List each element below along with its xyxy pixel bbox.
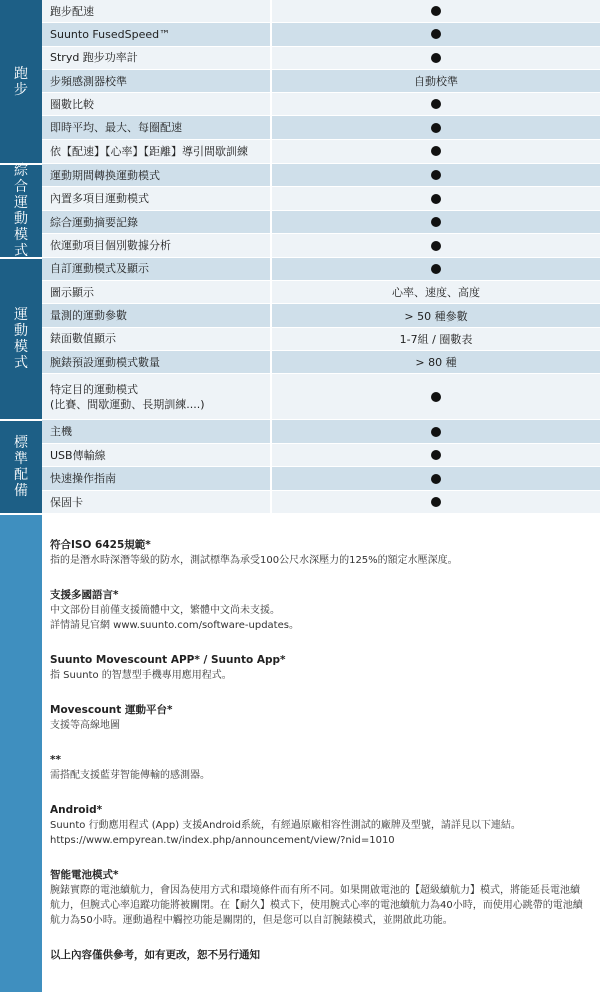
check-dot-icon	[431, 474, 441, 484]
row-value	[270, 164, 600, 187]
note-text: 腕錶實際的電池續航力，會因為使用方式和環境條件而有所不同。如果開啟電池的【超級續航力】模式，將能延長電池續航力，但腕式心率追蹤功能將被關閉。在【耐久】模式下，使用腕式心率的電池續航力為40小時，而使用心跳帶的電池續航力為50小時。運動過程中觸控功能是關閉的，但是您可以自訂腕錶模式，並開啟此功能。	[50, 885, 583, 926]
check-dot-icon	[431, 194, 441, 204]
table-row	[42, 140, 600, 164]
note-title: Movescount 運動平台*	[50, 704, 173, 716]
note-languages	[50, 588, 588, 633]
table-row	[42, 258, 600, 281]
table-row	[42, 23, 600, 46]
table-row	[42, 328, 600, 351]
row-value	[270, 258, 600, 280]
check-dot-icon	[431, 217, 441, 227]
row-label: 自訂運動模式及顯示	[42, 258, 270, 280]
row-label: 主機	[42, 420, 270, 443]
category-multisport: 綜合運動模式	[0, 165, 42, 257]
row-label: 運動期間轉換運動模式	[42, 164, 270, 187]
row-value: > 80 種	[270, 351, 600, 373]
row-label: 內置多項目運動模式	[42, 187, 270, 210]
row-value: 1-7組 / 圈數表	[270, 328, 600, 350]
row-label: 依運動項目個別數據分析	[42, 234, 270, 257]
row-label: USB傳輸線	[42, 444, 270, 467]
check-dot-icon	[431, 29, 441, 39]
row-label: 腕錶預設運動模式數量	[42, 351, 270, 373]
row-label: 即時平均、最大、每圈配速	[42, 116, 270, 138]
note-text: Suunto 行動應用程式 (App) 支援Android系統，有經過原廠相容性測試的廠牌及型號，請詳見以下連結。	[50, 820, 521, 831]
check-dot-icon	[431, 99, 441, 109]
note-title: Android*	[50, 804, 103, 816]
table-row	[42, 187, 600, 211]
category-running: 跑步	[0, 0, 42, 163]
spec-table	[42, 0, 600, 514]
category-column	[0, 0, 42, 992]
table-row	[42, 0, 600, 23]
note-link-text[interactable]: https://www.empyrean.tw/index.php/announcement/view/?nid=1010	[50, 835, 395, 846]
row-value	[270, 491, 600, 514]
row-value	[270, 116, 600, 138]
row-label: 圈數比較	[42, 93, 270, 115]
table-row	[42, 164, 600, 188]
note-title: 智能電池模式*	[50, 869, 119, 881]
table-row	[42, 93, 600, 116]
notes-bar	[0, 515, 42, 992]
table-row	[42, 234, 600, 258]
row-label: 綜合運動摘要記錄	[42, 211, 270, 234]
row-value	[270, 23, 600, 45]
note-title: 支援多國語言*	[50, 589, 119, 601]
note-android	[50, 803, 588, 848]
note-title: 符合ISO 6425規範*	[50, 539, 151, 551]
row-value	[270, 140, 600, 163]
table-row	[42, 70, 600, 93]
table-row	[42, 420, 600, 444]
row-label: 錶面數值顯示	[42, 328, 270, 350]
footnotes	[42, 514, 600, 983]
row-label: 量測的運動參數	[42, 304, 270, 326]
row-label-line2: (比賽、間歇運動、長期訓練....)	[50, 397, 205, 411]
note-disclaimer	[50, 948, 588, 963]
row-value	[270, 93, 600, 115]
table-row	[42, 304, 600, 327]
check-dot-icon	[431, 264, 441, 274]
check-dot-icon	[431, 497, 441, 507]
row-label-line1: 特定目的運動模式	[50, 382, 138, 396]
note-text: 需搭配支援藍芽智能傳輸的感測器。	[50, 770, 210, 781]
row-value	[270, 211, 600, 234]
table-row	[42, 281, 600, 304]
note-movescount	[50, 703, 588, 733]
note-title: Suunto Movescount APP* / Suunto App*	[50, 654, 286, 666]
table-row	[42, 374, 600, 420]
note-battery	[50, 868, 588, 928]
note-text: 指的是潛水時深潛等級的防水，測試標準為承受100公尺水深壓力的125%的額定水壓深度。	[50, 555, 458, 566]
note-text: 支援等高線地圖	[50, 720, 120, 731]
note-text: 中文部份目前僅支援簡體中文，繁體中文尚未支援。	[50, 605, 280, 616]
check-dot-icon	[431, 241, 441, 251]
row-label: 跑步配速	[42, 0, 270, 22]
table-row	[42, 467, 600, 491]
check-dot-icon	[431, 450, 441, 460]
check-dot-icon	[431, 170, 441, 180]
row-value	[270, 467, 600, 490]
note-link-text[interactable]: 詳情請見官網 www.suunto.com/software-updates。	[50, 620, 299, 631]
note-app	[50, 653, 588, 683]
row-value: > 50 種參數	[270, 304, 600, 326]
note-text: 指 Suunto 的智慧型手機專用應用程式。	[50, 670, 232, 681]
table-row	[42, 351, 600, 374]
row-label: 依【配速】【心率】【距離】導引間歇訓練	[42, 140, 270, 163]
row-value	[270, 47, 600, 69]
row-label: Suunto FusedSpeed™	[42, 23, 270, 45]
row-value	[270, 187, 600, 210]
note-bluetooth	[50, 753, 588, 783]
note-iso6425	[50, 538, 588, 568]
row-value: 心率、速度、高度	[270, 281, 600, 303]
check-dot-icon	[431, 123, 441, 133]
row-label: Stryd 跑步功率計	[42, 47, 270, 69]
check-dot-icon	[431, 53, 441, 63]
row-label	[42, 374, 270, 419]
check-dot-icon	[431, 427, 441, 437]
row-label: 快速操作指南	[42, 467, 270, 490]
table-row	[42, 47, 600, 70]
row-value: 自動校準	[270, 70, 600, 92]
row-value	[270, 374, 600, 419]
row-label: 圖示顯示	[42, 281, 270, 303]
row-label: 保固卡	[42, 491, 270, 514]
table-row	[42, 444, 600, 468]
check-dot-icon	[431, 6, 441, 16]
disclaimer-text: 以上內容僅供參考，如有更改，恕不另行通知	[50, 949, 260, 961]
check-dot-icon	[431, 146, 441, 156]
table-row	[42, 116, 600, 139]
row-value	[270, 444, 600, 467]
category-sport-modes: 運動模式	[0, 259, 42, 419]
note-title: **	[50, 754, 61, 766]
table-row	[42, 491, 600, 515]
category-standard: 標準配備	[0, 421, 42, 513]
row-label: 步頻感測器校準	[42, 70, 270, 92]
table-row	[42, 211, 600, 235]
row-value	[270, 420, 600, 443]
row-value	[270, 0, 600, 22]
row-value	[270, 234, 600, 257]
check-dot-icon	[431, 392, 441, 402]
